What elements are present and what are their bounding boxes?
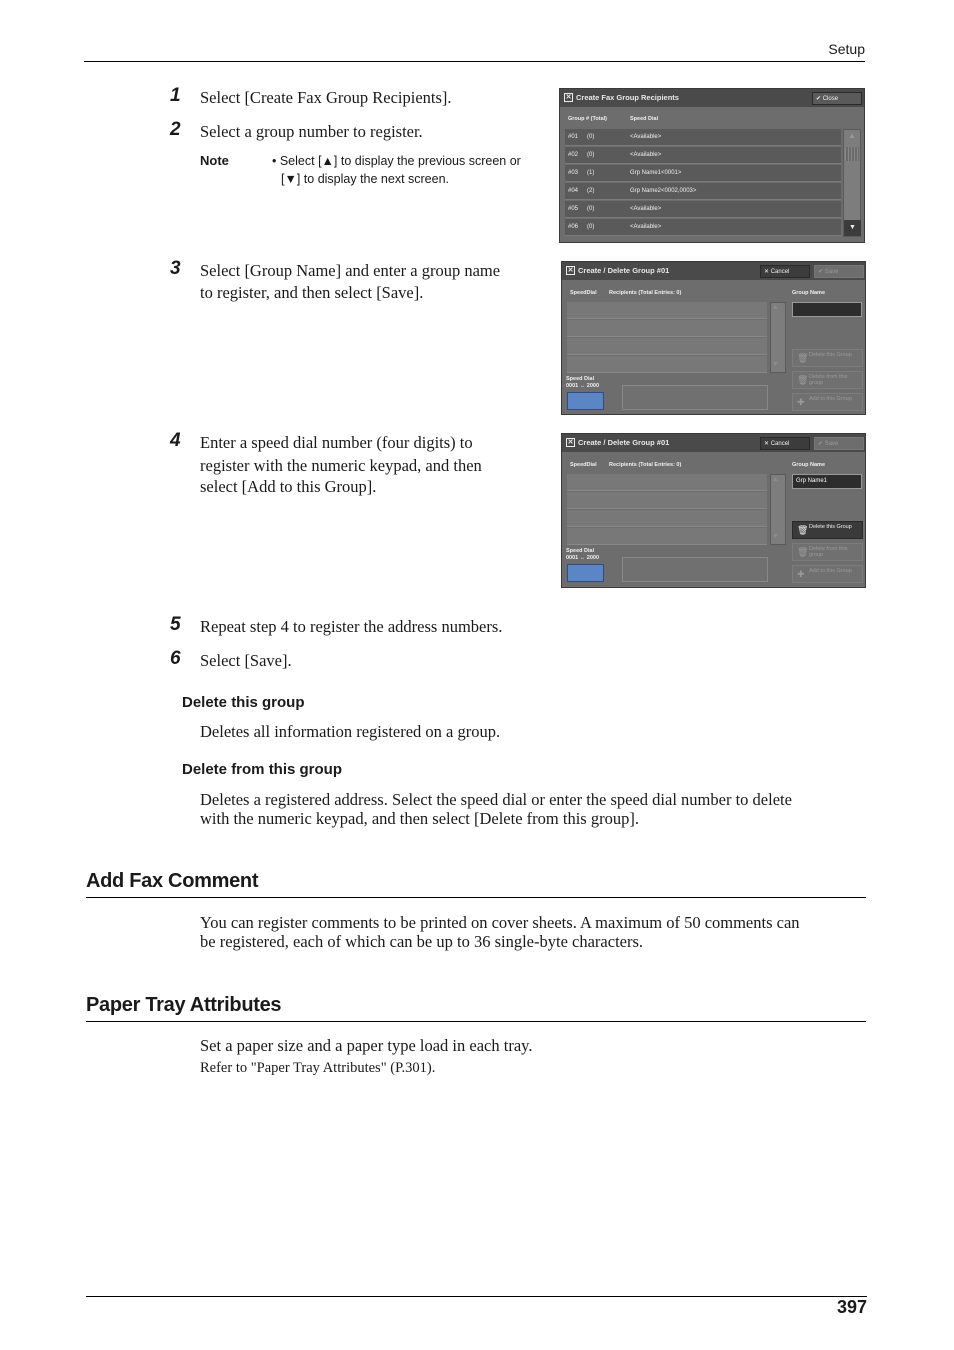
section-rule [86,1021,866,1022]
cancel-button[interactable]: ✕ Cancel [760,437,810,450]
note-label: Note [200,153,229,168]
delete-from-group-button[interactable]: 🗑 Delete from this group [792,371,863,389]
trash-icon: 🗑 [797,375,809,385]
list-item[interactable]: #05 (0) <Available> [565,201,841,218]
wrench-icon: ✕ [567,267,574,274]
delete-this-group-button[interactable]: 🗑 Delete this Group [792,349,863,367]
step-text: Repeat step 4 to register the address numbers. [200,617,503,636]
header-rule [84,61,865,62]
step-text: Enter a speed dial number (four digits) to [200,433,473,452]
step-text: to register, and then select [Save]. [200,283,424,302]
column-header-group-name: Group Name [792,290,826,296]
checkmark-icon: ✔ [818,269,825,275]
note-line: [▼] to display the next screen. [281,172,450,186]
column-header-speed-dial: SpeedDial [570,290,597,296]
scroll-up-icon[interactable]: ▲ [772,304,779,311]
paragraph-line: Set a paper size and a paper type load in each tray. [200,1036,533,1055]
scroll-down-icon[interactable]: ▼ [772,361,779,368]
column-header-speed-dial: Speed Dial [630,116,659,122]
table-row[interactable] [567,338,767,355]
close-icon: ✕ [764,441,771,447]
list-item[interactable]: #06 (0) <Available> [565,219,841,236]
column-header-group-name: Group Name [792,462,826,468]
paragraph-line: Deletes a registered address. Select the speed dial or enter the speed dial number to delete [200,790,792,809]
speed-dial-button[interactable] [567,392,604,410]
trash-icon: 🗑 [797,353,809,363]
wrench-icon: ✕ [565,94,572,101]
dialog-title: Create / Delete Group #01 [578,438,670,447]
table-row[interactable] [567,492,767,509]
step-text: Select a group number to register. [200,122,423,141]
close-icon: ✕ [764,269,771,275]
save-button[interactable]: ✔ Save [814,265,864,278]
plus-icon: ✚ [797,397,805,407]
scroll-grip-icon[interactable] [845,147,859,161]
scroll-up-icon[interactable]: ▲ [848,131,856,140]
column-header-group: Group # (Total) [568,116,608,122]
dialog-title: Create / Delete Group #01 [578,266,670,275]
speed-dial-range: 0001 ↔ 2000 [566,555,600,561]
save-button[interactable]: ✔ Save [814,437,864,450]
list-item[interactable]: #03 (1) Grp Name1<0001> [565,165,841,182]
scroll-up-icon[interactable]: ▲ [772,476,779,483]
subheading-delete-this-group: Delete this group [182,694,305,711]
section-title-paper-tray-attributes: Paper Tray Attributes [86,994,282,1016]
step-text: Select [Create Fax Group Recipients]. [200,88,452,107]
paragraph-line: be registered, each of which can be up to 36 single-byte characters. [200,932,644,951]
list-item[interactable]: #04 (2) Grp Name2<0002,0003> [565,183,841,200]
delete-from-group-button[interactable]: 🗑 Delete from this group [792,543,863,561]
trash-icon: 🗑 [797,547,809,557]
table-row[interactable] [567,302,767,319]
speed-dial-label: Speed Dial [566,548,595,554]
column-header-speed-dial: SpeedDial [570,462,597,468]
add-to-group-button[interactable]: ✚ Add to this Group [792,565,863,583]
scroll-down-icon[interactable]: ▼ [844,220,861,236]
paragraph-line: with the numeric keypad, and then select [Delete from this group]. [200,809,639,828]
step-number: 4 [170,430,181,451]
step-number: 1 [170,85,181,106]
dialog-title: Create Fax Group Recipients [576,93,679,102]
screenshot-create-delete-group-empty [561,261,866,415]
speed-dial-number-field[interactable] [622,385,768,410]
step-text: Select [Group Name] and enter a group name [200,261,501,280]
delete-this-group-button[interactable]: 🗑 Delete this Group [792,521,863,539]
checkmark-icon: ✔ [816,96,823,102]
add-to-group-button[interactable]: ✚ Add to this Group [792,393,863,411]
list-item[interactable]: #02 (0) <Available> [565,147,841,164]
step-number: 2 [170,119,181,140]
table-row[interactable] [567,320,767,337]
wrench-icon: ✕ [567,439,574,446]
plus-icon: ✚ [797,569,805,579]
step-number: 6 [170,648,181,669]
speed-dial-range: 0001 ↔ 2000 [566,383,600,389]
paragraph: Deletes all information registered on a group. [200,722,501,741]
speed-dial-number-field[interactable] [622,557,768,582]
footer-rule [86,1296,867,1297]
speed-dial-button[interactable] [567,564,604,582]
list-item[interactable]: #01 (0) <Available> [565,129,841,146]
step-number: 5 [170,614,181,635]
close-button[interactable]: ✔ Close [812,92,862,105]
speed-dial-label: Speed Dial [566,376,595,382]
screenshot-fax-group-recipients [559,88,865,243]
column-header-recipients: Recipients (Total Entries: 0) [609,462,682,468]
scroll-down-icon[interactable]: ▼ [772,533,779,540]
column-header-recipients: Recipients (Total Entries: 0) [609,290,682,296]
group-name-field[interactable] [792,302,862,317]
checkmark-icon: ✔ [818,441,825,447]
screenshot-create-delete-group-named [561,433,866,588]
table-row[interactable] [567,528,767,545]
table-row[interactable] [567,474,767,491]
step-text: register with the numeric keypad, and then [200,456,482,475]
cancel-button[interactable]: ✕ Cancel [760,265,810,278]
running-header: Setup [828,41,865,57]
step-number: 3 [170,258,181,279]
note-line: • Select [▲] to display the previous screen or [272,154,521,168]
table-row[interactable] [567,510,767,527]
paragraph-line: You can register comments to be printed on cover sheets. A maximum of 50 comments can [200,913,800,932]
step-text: select [Add to this Group]. [200,477,377,496]
step-text: Select [Save]. [200,651,292,670]
page-number: 397 [836,1297,867,1317]
cross-reference[interactable]: Refer to "Paper Tray Attributes" (P.301). [200,1060,436,1076]
section-title-add-fax-comment: Add Fax Comment [86,870,259,892]
trash-icon: 🗑 [797,525,809,535]
group-name-field[interactable]: Grp Name1 [792,474,862,489]
subheading-delete-from-this-group: Delete from this group [182,761,343,778]
section-rule [86,897,866,898]
table-row[interactable] [567,356,767,373]
